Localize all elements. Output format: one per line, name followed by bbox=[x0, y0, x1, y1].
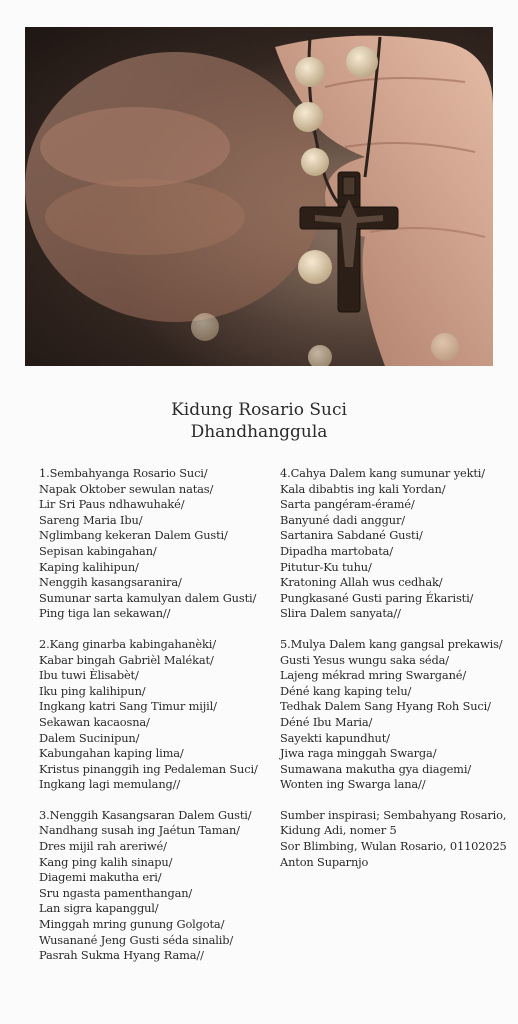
verse-line: Sumunar sarta kamulyan dalem Gusti/ bbox=[39, 590, 257, 605]
verse-line: Pungkasané Gusti paring Ékaristi/ bbox=[280, 590, 474, 605]
verse-line: Ingkang lagi memulang// bbox=[39, 777, 181, 792]
verse-line: Ibu tuwi Èlisabèt/ bbox=[39, 668, 139, 683]
verse-line: Nandhang susah ing Jaétun Taman/ bbox=[39, 823, 240, 838]
verse-line: Dipadha martobata/ bbox=[280, 543, 393, 558]
verse-line: Kabungahan kaping lima/ bbox=[39, 746, 184, 761]
verse-line: Sartanira Sabdané Gusti/ bbox=[280, 528, 423, 543]
stanza-2 bbox=[39, 637, 275, 793]
verse-line: Sru ngasta pamenthangan/ bbox=[39, 885, 193, 900]
verse-line: Minggah mring gunung Golgota/ bbox=[39, 917, 225, 932]
verse-line: Ping tiga lan sekawan// bbox=[39, 606, 171, 621]
verse-line: Banyuné dadi anggur/ bbox=[280, 512, 405, 527]
title-main: Kidung Rosario Suci bbox=[171, 400, 347, 420]
verse-line: Kristus pinanggih ing Pedaleman Suci/ bbox=[39, 761, 258, 776]
rosary-illustration bbox=[25, 27, 493, 366]
credit-line: Kidung Adi, nomer 5 bbox=[280, 823, 397, 838]
verse-line: Lan sigra kapanggul/ bbox=[39, 901, 159, 916]
verse-line: Sepisan kabingahan/ bbox=[39, 543, 157, 558]
verse-line: 5.Mulya Dalem kang gangsal prekawis/ bbox=[280, 636, 503, 651]
verse-line: Sareng Maria Ibu/ bbox=[39, 512, 143, 527]
verse-line: Ingkang katri Sang Timur mijil/ bbox=[39, 699, 217, 714]
verse-line: Déné kang kaping telu/ bbox=[280, 683, 412, 698]
source-credit bbox=[280, 808, 516, 870]
credit-line: Sor Blimbing, Wulan Rosario, 01102025 bbox=[280, 839, 507, 854]
verse-line: 1.Sembahyanga Rosario Suci/ bbox=[39, 466, 208, 480]
left-column bbox=[39, 466, 275, 979]
verse-line: Kabar bingah Gabrièl Malékat/ bbox=[39, 652, 214, 667]
rosary-photo bbox=[25, 27, 493, 366]
verse-line: Gusti Yesus wungu saka séda/ bbox=[280, 652, 449, 667]
verse-line: Sumawana makutha gya diagemi/ bbox=[280, 761, 472, 776]
verse-line: Kang ping kalih sinapu/ bbox=[39, 854, 173, 869]
verse-line: Iku ping kalihipun/ bbox=[39, 683, 146, 698]
stanza-5 bbox=[280, 637, 516, 793]
title-meter: Dhandhanggula bbox=[190, 422, 328, 442]
verse-line: Dres mijil rah areriwé/ bbox=[39, 839, 167, 854]
verse-line: Slira Dalem sanyata// bbox=[280, 606, 401, 621]
credit-author: Anton Suparnjo bbox=[280, 854, 369, 869]
verse-line: Kratoning Allah wus cedhak/ bbox=[280, 575, 443, 590]
verse-line: Nglimbang kekeran Dalem Gusti/ bbox=[39, 528, 228, 543]
credit-line: Sumber inspirasi; Sembahyang Rosario, bbox=[280, 807, 507, 822]
verse-line: Sayekti kapundhut/ bbox=[280, 730, 390, 745]
right-column bbox=[280, 466, 516, 885]
verse-line: Wonten ing Swarga lana// bbox=[280, 777, 426, 792]
verse-line: 3.Nenggih Kasangsaran Dalem Gusti/ bbox=[39, 807, 252, 822]
verse-line: Jiwa raga minggah Swarga/ bbox=[280, 746, 437, 761]
stanza-1 bbox=[39, 466, 275, 622]
verse-line: Lir Sri Paus ndhawuhaké/ bbox=[39, 497, 185, 512]
stanza-3 bbox=[39, 808, 275, 964]
verse-line: Sarta pangéram-éramé/ bbox=[280, 497, 415, 512]
verse-line: Tedhak Dalem Sang Hyang Roh Suci/ bbox=[280, 699, 491, 714]
verse-line: Pasrah Sukma Hyang Rama// bbox=[39, 948, 204, 963]
verse-line: Wusanané Jeng Gusti séda sinalib/ bbox=[39, 932, 234, 947]
verse-line: Lajeng mékrad mring Swargané/ bbox=[280, 668, 467, 683]
verse-line: Pitutur-Ku tuhu/ bbox=[280, 559, 372, 574]
verse-line: Diagemi makutha eri/ bbox=[39, 870, 162, 885]
verse-line: Kala dibabtis ing kali Yordan/ bbox=[280, 481, 446, 496]
verse-line: Dalem Sucinipun/ bbox=[39, 730, 140, 745]
stanza-4 bbox=[280, 466, 516, 622]
verse-line: Kaping kalihipun/ bbox=[39, 559, 139, 574]
verse-line: Napak Oktober sewulan natas/ bbox=[39, 481, 214, 496]
verse-line: Déné Ibu Maria/ bbox=[280, 714, 373, 729]
verse-line: Nenggih kasangsaranira/ bbox=[39, 575, 182, 590]
song-title bbox=[0, 399, 518, 443]
verse-line: Sekawan kacaosna/ bbox=[39, 714, 150, 729]
verse-line: 2.Kang ginarba kabingahanèki/ bbox=[39, 636, 216, 651]
verse-line: 4.Cahya Dalem kang sumunar yekti/ bbox=[280, 466, 485, 480]
